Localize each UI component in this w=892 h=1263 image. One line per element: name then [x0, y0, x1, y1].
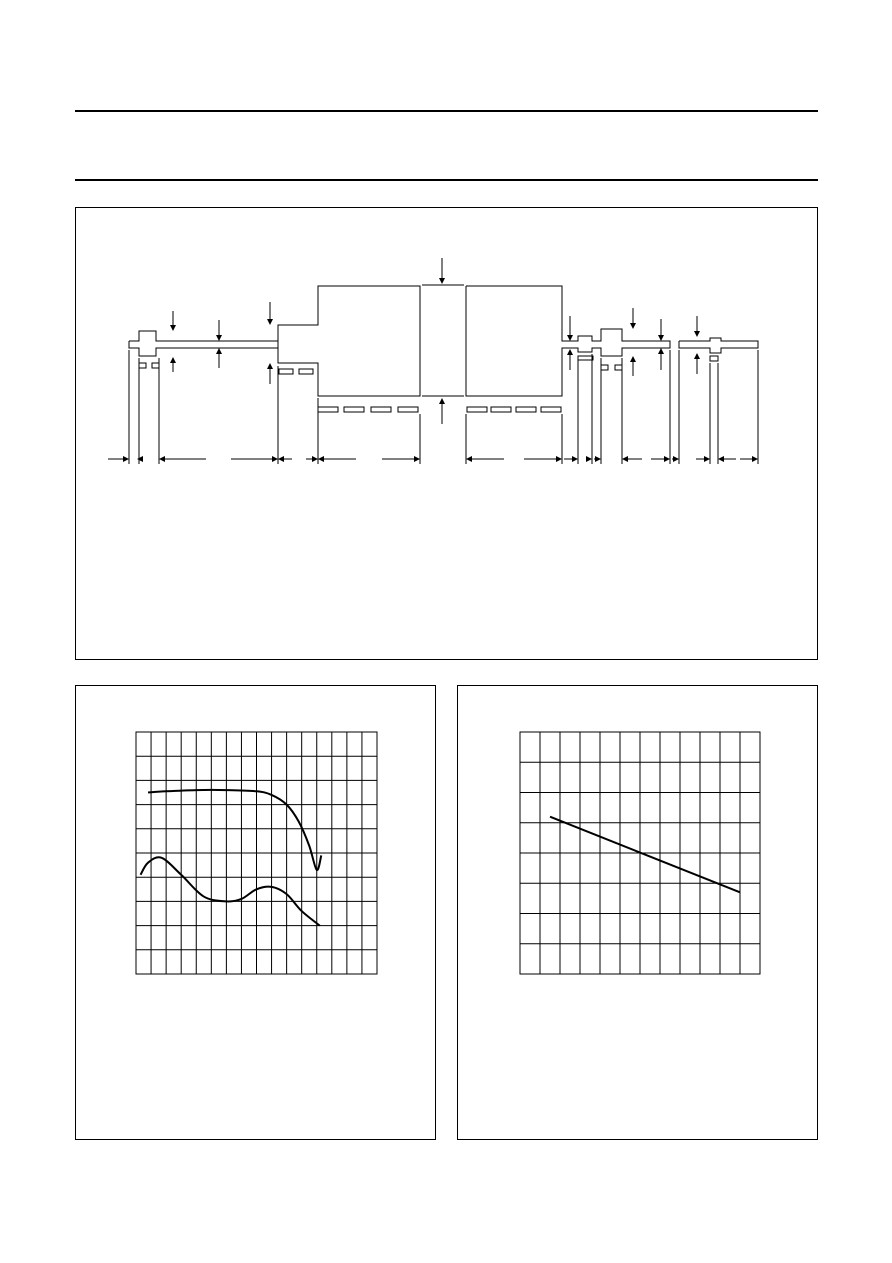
layout-drawing-frame: [75, 207, 818, 660]
pad-right: [466, 286, 670, 396]
right-graph-frame: [457, 685, 818, 1140]
left-graph-frame: [75, 685, 436, 1140]
series-line-1: [148, 790, 321, 870]
right-line-chart: [458, 686, 819, 1141]
microstrip-left: [129, 286, 420, 396]
horizontal-dimension-arrows: [108, 456, 758, 462]
layout-drawing: [76, 208, 819, 661]
header-rule-bottom: [75, 179, 818, 181]
microstrip-right: [679, 338, 758, 361]
bottom-pad-rows: [318, 407, 561, 412]
series-line-1: [550, 817, 740, 893]
left-line-chart: [76, 686, 437, 1141]
extension-lines: [129, 350, 758, 464]
header-rule-top: [75, 110, 818, 112]
series-line-2: [141, 857, 320, 925]
chart-grid: [136, 732, 377, 974]
